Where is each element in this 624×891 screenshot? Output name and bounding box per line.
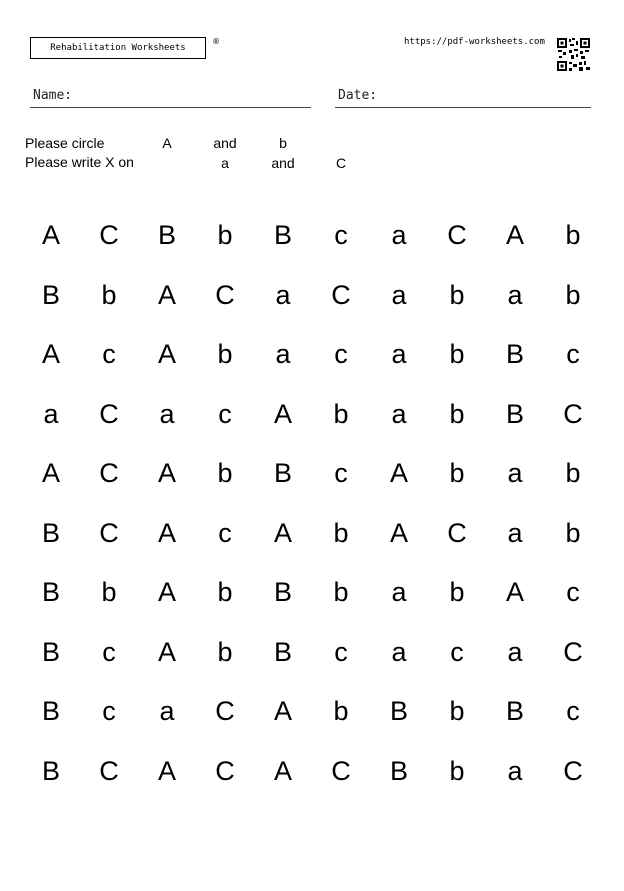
- letter-cell[interactable]: C: [215, 755, 235, 786]
- name-field[interactable]: [30, 88, 311, 108]
- name-label: Name:: [33, 88, 73, 103]
- letter-cell[interactable]: C: [215, 696, 235, 727]
- x-target-1: a: [221, 155, 229, 171]
- letter-cell[interactable]: c: [334, 458, 348, 489]
- letter-cell[interactable]: C: [99, 220, 119, 251]
- letter-cell[interactable]: c: [566, 577, 580, 608]
- circle-target-and: and: [213, 135, 237, 151]
- letter-cell[interactable]: B: [41, 755, 60, 786]
- letter-cell[interactable]: a: [159, 398, 175, 429]
- letter-cell[interactable]: a: [391, 220, 407, 251]
- letter-cell[interactable]: A: [389, 458, 408, 489]
- letter-cell[interactable]: B: [41, 577, 60, 608]
- letter-cell[interactable]: b: [565, 220, 581, 251]
- letter-cell[interactable]: b: [565, 458, 581, 489]
- letter-cell[interactable]: C: [563, 636, 583, 667]
- letter-cell[interactable]: a: [391, 398, 407, 429]
- letter-cell[interactable]: b: [565, 517, 581, 548]
- letter-cell[interactable]: b: [217, 339, 233, 370]
- letter-cell[interactable]: b: [101, 279, 117, 310]
- letter-cell[interactable]: C: [563, 398, 583, 429]
- circle-target-2: b: [279, 135, 287, 151]
- letter-cell[interactable]: C: [215, 279, 235, 310]
- letter-cell[interactable]: B: [41, 279, 60, 310]
- letter-cell[interactable]: A: [157, 755, 176, 786]
- letter-cell[interactable]: A: [157, 636, 176, 667]
- letter-cell[interactable]: c: [566, 339, 580, 370]
- letter-cell[interactable]: B: [389, 755, 408, 786]
- letter-cell[interactable]: c: [102, 339, 116, 370]
- worksheet-title: Rehabilitation Worksheets: [50, 43, 186, 53]
- letter-cell[interactable]: a: [43, 398, 59, 429]
- letter-cell[interactable]: B: [505, 398, 524, 429]
- circle-target-1: A: [162, 135, 172, 151]
- letter-cell[interactable]: b: [449, 398, 465, 429]
- letter-cell[interactable]: a: [507, 636, 523, 667]
- letter-cell[interactable]: c: [334, 339, 348, 370]
- letter-cell[interactable]: b: [333, 517, 349, 548]
- letter-cell[interactable]: A: [41, 339, 60, 370]
- letter-grid: [22, 206, 602, 801]
- date-field[interactable]: [335, 88, 591, 108]
- letter-cell[interactable]: C: [563, 755, 583, 786]
- x-target-and: and: [271, 155, 295, 171]
- letter-cell[interactable]: A: [157, 339, 176, 370]
- letter-cell[interactable]: A: [157, 577, 176, 608]
- x-target-2: C: [335, 155, 347, 171]
- letter-cell[interactable]: b: [449, 577, 465, 608]
- letter-cell[interactable]: a: [275, 279, 291, 310]
- letter-cell[interactable]: C: [99, 458, 119, 489]
- date-label: Date:: [338, 88, 378, 103]
- letter-cell[interactable]: a: [391, 339, 407, 370]
- letter-cell[interactable]: b: [449, 279, 465, 310]
- letter-cell[interactable]: A: [41, 220, 60, 251]
- letter-cell[interactable]: a: [507, 458, 523, 489]
- site-url: https://pdf-worksheets.com: [404, 37, 545, 47]
- worksheet-title-box: [30, 37, 206, 59]
- letter-cell[interactable]: A: [273, 517, 292, 548]
- letter-cell[interactable]: A: [41, 458, 60, 489]
- letter-cell[interactable]: c: [566, 696, 580, 727]
- letter-cell[interactable]: b: [333, 398, 349, 429]
- letter-cell[interactable]: b: [449, 696, 465, 727]
- letter-cell[interactable]: C: [447, 220, 467, 251]
- letter-cell[interactable]: C: [99, 398, 119, 429]
- letter-cell[interactable]: c: [334, 220, 348, 251]
- letter-cell[interactable]: C: [99, 755, 119, 786]
- letter-cell[interactable]: B: [41, 517, 60, 548]
- letter-cell[interactable]: C: [331, 755, 351, 786]
- letter-cell[interactable]: C: [447, 517, 467, 548]
- letter-cell[interactable]: a: [507, 279, 523, 310]
- letter-cell[interactable]: a: [391, 577, 407, 608]
- letter-cell[interactable]: c: [218, 398, 232, 429]
- letter-cell[interactable]: c: [450, 636, 464, 667]
- letter-cell[interactable]: A: [273, 398, 292, 429]
- letter-cell[interactable]: b: [217, 636, 233, 667]
- letter-cell[interactable]: B: [273, 220, 292, 251]
- letter-cell[interactable]: b: [101, 577, 117, 608]
- letter-cell[interactable]: a: [391, 279, 407, 310]
- letter-cell[interactable]: c: [102, 636, 116, 667]
- instruction-write-x: Please write X on: [25, 154, 134, 170]
- letter-cell[interactable]: c: [218, 517, 232, 548]
- letter-cell[interactable]: a: [275, 339, 291, 370]
- letter-cell[interactable]: a: [507, 755, 523, 786]
- qr-code-icon: [557, 38, 590, 71]
- instruction-circle: Please circle: [25, 135, 105, 151]
- letter-cell[interactable]: b: [449, 339, 465, 370]
- letter-cell[interactable]: B: [273, 458, 292, 489]
- registered-mark: ®: [212, 37, 220, 46]
- letter-cell[interactable]: B: [505, 696, 524, 727]
- letter-cell[interactable]: B: [505, 339, 524, 370]
- letter-cell[interactable]: c: [102, 696, 116, 727]
- letter-cell[interactable]: B: [41, 636, 60, 667]
- letter-cell[interactable]: b: [333, 577, 349, 608]
- letter-cell[interactable]: b: [217, 458, 233, 489]
- letter-cell[interactable]: B: [389, 696, 408, 727]
- letter-cell[interactable]: c: [334, 636, 348, 667]
- letter-cell[interactable]: b: [333, 696, 349, 727]
- letter-cell[interactable]: b: [449, 458, 465, 489]
- letter-cell[interactable]: b: [217, 577, 233, 608]
- letter-cell[interactable]: C: [99, 517, 119, 548]
- letter-cell[interactable]: a: [391, 636, 407, 667]
- letter-cell[interactable]: B: [41, 696, 60, 727]
- letter-cell[interactable]: B: [157, 220, 176, 251]
- letter-cell[interactable]: A: [157, 517, 176, 548]
- letter-cell[interactable]: A: [273, 755, 292, 786]
- letter-cell[interactable]: A: [157, 279, 176, 310]
- letter-cell[interactable]: A: [273, 696, 292, 727]
- letter-cell[interactable]: a: [159, 696, 175, 727]
- letter-cell[interactable]: B: [273, 636, 292, 667]
- letter-cell[interactable]: A: [505, 577, 524, 608]
- letter-cell[interactable]: A: [157, 458, 176, 489]
- letter-cell[interactable]: B: [273, 577, 292, 608]
- letter-cell[interactable]: C: [331, 279, 351, 310]
- letter-cell[interactable]: b: [449, 755, 465, 786]
- letter-cell[interactable]: b: [565, 279, 581, 310]
- letter-cell[interactable]: b: [217, 220, 233, 251]
- letter-cell[interactable]: A: [389, 517, 408, 548]
- letter-cell[interactable]: A: [505, 220, 524, 251]
- letter-cell[interactable]: a: [507, 517, 523, 548]
